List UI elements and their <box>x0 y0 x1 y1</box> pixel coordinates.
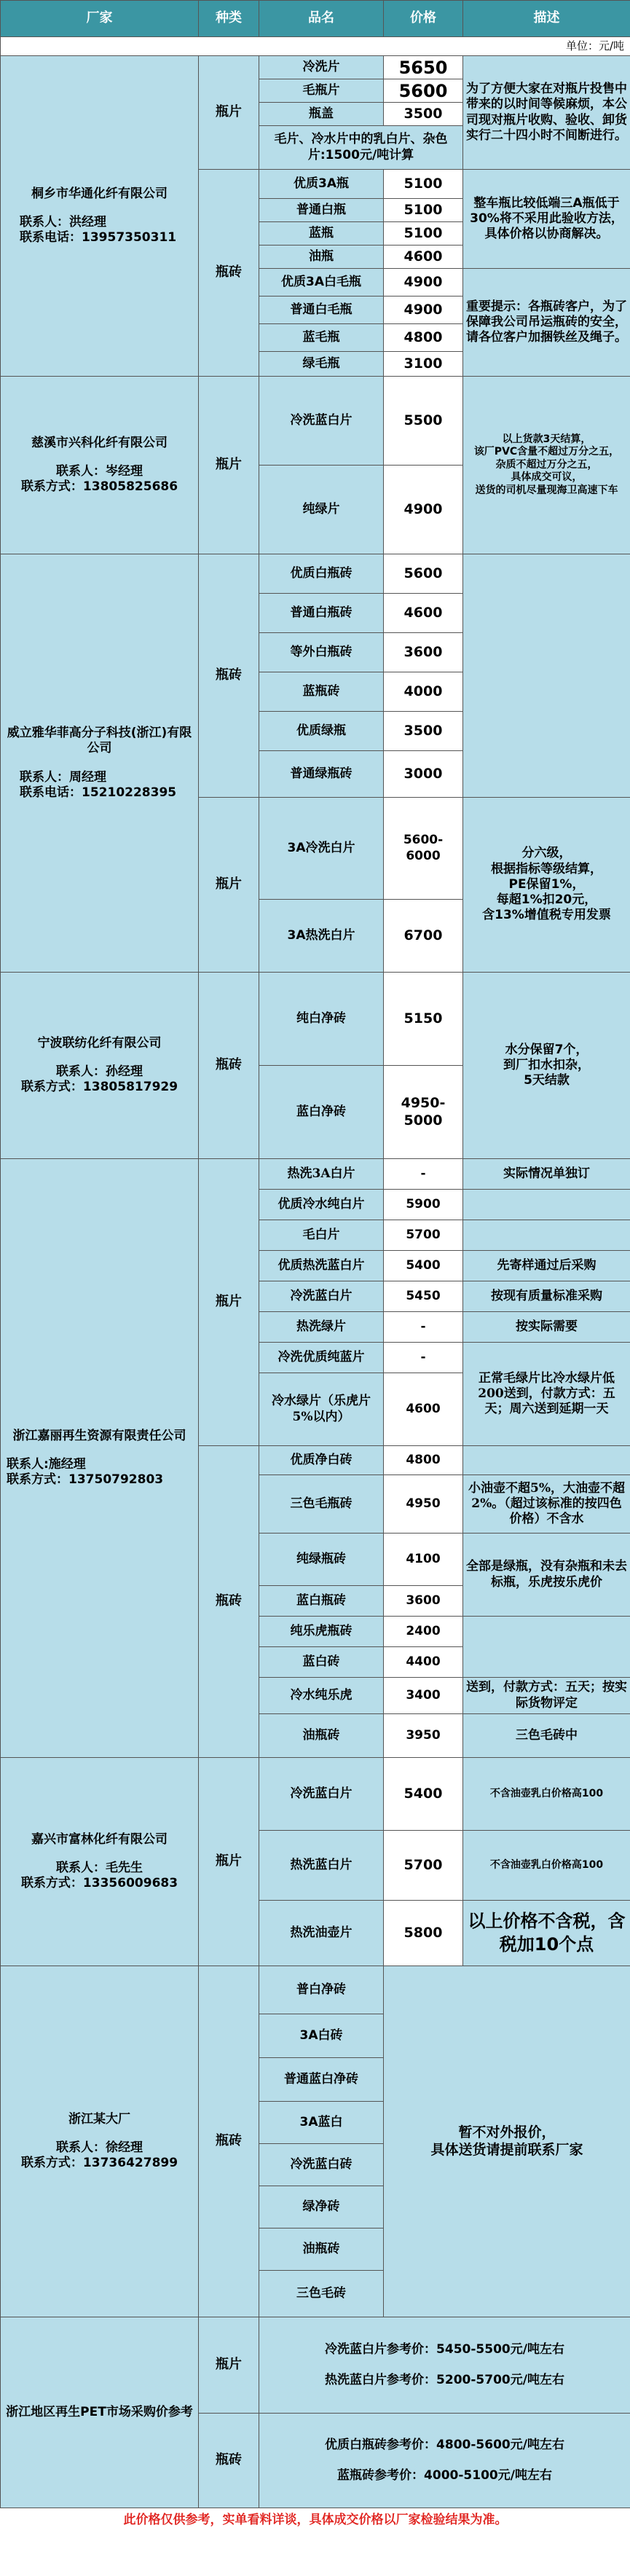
kind-label: 瓶片 <box>199 2317 259 2414</box>
kind-label: 瓶片 <box>199 1159 259 1446</box>
header-kind: 种类 <box>199 1 259 37</box>
product-name: 蓝瓶砖 <box>259 672 384 712</box>
product-price: 5600-6000 <box>384 798 463 900</box>
product-description: 以上价格不含税，含税加10个点 <box>463 1901 630 1966</box>
reference-line: 冷洗蓝白片参考价：5450-5500元/吨左右 <box>325 2342 564 2357</box>
product-description <box>463 973 630 1159</box>
header-company: 厂家 <box>1 1 199 37</box>
product-name: 毛片、冷水片中的乳白片、杂色片:1500元/吨计算 <box>259 126 463 170</box>
product-price: 4400 <box>384 1647 463 1678</box>
product-name: 优质白瓶砖 <box>259 554 384 594</box>
product-price: 3000 <box>384 751 463 798</box>
product-price: 6700 <box>384 900 463 973</box>
kind-label: 瓶片 <box>199 56 259 170</box>
product-price: 4900 <box>384 269 463 297</box>
reference-line: 优质白瓶砖参考价：4800-5600元/吨左右 <box>325 2438 564 2453</box>
desc-line: 杂质不超过万分之五， <box>495 458 598 471</box>
company-veolia <box>1 554 199 973</box>
desc-line: 以上货款3天结算， <box>502 433 591 445</box>
header-description: 描述 <box>463 1 630 37</box>
product-name: 蓝白净砖 <box>259 1066 384 1159</box>
product-name: 纯白净砖 <box>259 973 384 1066</box>
product-description: 先寄样通过后采购 <box>463 1251 630 1281</box>
product-name: 冷水绿片（乐虎片5%以内） <box>259 1373 384 1446</box>
company-xingke <box>1 377 199 554</box>
reference-prices <box>259 2317 630 2414</box>
product-price: 3400 <box>384 1678 463 1714</box>
kind-label: 瓶砖 <box>199 1446 259 1758</box>
desc-line: 分六级， <box>521 846 572 861</box>
product-price: 3600 <box>384 1586 463 1617</box>
product-price: 5900 <box>384 1190 463 1220</box>
header-price: 价格 <box>384 1 463 37</box>
kind-label: 瓶砖 <box>199 170 259 377</box>
product-description <box>463 1220 630 1251</box>
desc-line: 水分保留7个， <box>505 1042 588 1057</box>
product-description: 按现有质量标准采购 <box>463 1281 630 1312</box>
product-price: 5650 <box>384 56 463 79</box>
contact-person: 联系人：孙经理 <box>56 1064 143 1079</box>
product-price: 3100 <box>384 352 463 377</box>
product-price: 3950 <box>384 1714 463 1758</box>
product-price: 5100 <box>384 170 463 199</box>
product-name: 毛白片 <box>259 1220 384 1251</box>
product-price: 4950 <box>384 1475 463 1534</box>
product-name: 3A白砖 <box>259 2014 384 2058</box>
product-name: 三色毛瓶砖 <box>259 1475 384 1534</box>
product-description: 实际情况单独订 <box>463 1159 630 1190</box>
kind-label: 瓶砖 <box>199 973 259 1159</box>
product-description: 小油壶不超5%，大油壶不超2%。（超过该标准的按四色价格）不含水 <box>463 1475 630 1534</box>
product-name: 毛瓶片 <box>259 79 384 103</box>
product-name: 热洗油壶片 <box>259 1901 384 1966</box>
product-name: 冷洗优质纯蓝片 <box>259 1343 384 1373</box>
product-price: 5700 <box>384 1220 463 1251</box>
product-price: 5600 <box>384 554 463 594</box>
contact-person: 联系人:施经理 <box>7 1456 86 1472</box>
product-name: 蓝毛瓶 <box>259 324 384 352</box>
desc-line: 该厂PVC含量不超过万分之五， <box>473 446 620 458</box>
product-description: 不含油壶乳白价格高100 <box>463 1831 630 1901</box>
product-price: 3500 <box>384 103 463 126</box>
company-name: 浙江某大厂 <box>68 2111 130 2127</box>
company-name: 浙江嘉丽再生资源有限责任公司 <box>12 1428 186 1443</box>
product-name: 热洗绿片 <box>259 1312 384 1343</box>
desc-line: PE保留1%， <box>508 876 585 892</box>
product-description <box>463 1446 630 1475</box>
company-jiali <box>1 1159 199 1758</box>
company-name: 慈溪市兴科化纤有限公司 <box>31 435 168 450</box>
product-name: 3A冷洗白片 <box>259 798 384 900</box>
contact-person: 联系人：岑经理 <box>56 463 143 479</box>
product-price: 5150 <box>384 973 463 1066</box>
contact-phone: 联系方式：13356009683 <box>20 1876 178 1891</box>
product-description: 重要提示：各瓶砖客户，为了保障我公司吊运瓶砖的安全，请各位客户加捆铁丝及绳子。 <box>463 269 630 377</box>
product-description: 不含油壶乳白价格高100 <box>463 1758 630 1831</box>
product-price: - <box>384 1343 463 1373</box>
product-name: 瓶盖 <box>259 103 384 126</box>
product-description: 全部是绿瓶，没有杂瓶和未去标瓶，乐虎按乐虎价 <box>463 1534 630 1617</box>
contact-phone: 联系方式：13805817929 <box>20 1080 178 1095</box>
product-name: 优质冷水纯白片 <box>259 1190 384 1220</box>
header-product: 品名 <box>259 1 384 37</box>
product-description <box>463 798 630 973</box>
product-name: 热洗蓝白片 <box>259 1831 384 1901</box>
contact-person: 联系人：洪经理 <box>20 214 106 229</box>
product-description: 按实际需要 <box>463 1312 630 1343</box>
company-huatong <box>1 56 199 377</box>
product-price: 5450 <box>384 1281 463 1312</box>
product-name: 蓝瓶 <box>259 222 384 246</box>
product-price: 4800 <box>384 324 463 352</box>
product-name: 冷洗蓝白片 <box>259 377 384 466</box>
product-name: 纯乐虎瓶砖 <box>259 1617 384 1647</box>
product-name: 冷洗蓝白片 <box>259 1281 384 1312</box>
product-name: 冷洗蓝白砖 <box>259 2144 384 2186</box>
product-price: 5100 <box>384 199 463 222</box>
product-name: 等外白瓶砖 <box>259 633 384 672</box>
kind-label: 瓶砖 <box>199 2414 259 2508</box>
contact-person: 联系人：毛先生 <box>56 1860 143 1875</box>
kind-label: 瓶片 <box>199 377 259 554</box>
product-name: 冷水纯乐虎 <box>259 1678 384 1714</box>
product-name: 绿毛瓶 <box>259 352 384 377</box>
product-price: 4900 <box>384 466 463 554</box>
product-description: 正常毛绿片比冷水绿片低200送到，付款方式：五天；周六送到延期一天 <box>463 1343 630 1446</box>
disclaimer-footer: 此价格仅供参考，实单看料详谈，具体成交价格以厂家检验结果为准。 <box>1 2508 630 2534</box>
product-name: 优质净白砖 <box>259 1446 384 1475</box>
unit-label: 单位：元/吨 <box>1 37 630 56</box>
contact-phone: 联系方式：13750792803 <box>7 1472 164 1488</box>
desc-line: 含13%增值税专用发票 <box>482 908 611 923</box>
desc-line: 暂不对外报价， <box>458 2124 556 2140</box>
product-name: 普白净砖 <box>259 1966 384 2014</box>
product-description: 三色毛砖中 <box>463 1714 630 1758</box>
product-name: 普通白瓶 <box>259 199 384 222</box>
product-price: 3600 <box>384 633 463 672</box>
kind-label: 瓶片 <box>199 798 259 973</box>
desc-line: 送货的司机尽量现海卫高速下车 <box>475 484 618 496</box>
product-price: 5400 <box>384 1251 463 1281</box>
company-name: 桐乡市华通化纤有限公司 <box>31 186 168 201</box>
product-name: 优质绿瓶 <box>259 712 384 751</box>
product-description <box>463 377 630 554</box>
contact-phone: 联系方式：13736427899 <box>20 2156 178 2171</box>
product-price: 5600 <box>384 79 463 103</box>
product-price: 4900 <box>384 297 463 324</box>
company-fulin <box>1 1758 199 1966</box>
reference-prices <box>259 2414 630 2508</box>
product-name: 蓝白砖 <box>259 1647 384 1678</box>
product-price: - <box>384 1312 463 1343</box>
product-name: 热洗3A白片 <box>259 1159 384 1190</box>
product-name: 普通白毛瓶 <box>259 297 384 324</box>
product-name: 3A蓝白 <box>259 2102 384 2144</box>
product-name: 油瓶砖 <box>259 2229 384 2271</box>
product-name: 优质3A白毛瓶 <box>259 269 384 297</box>
company-name: 嘉兴市富林化纤有限公司 <box>31 1831 168 1847</box>
desc-line: 到厂扣水扣杂， <box>503 1057 590 1072</box>
product-price: 5100 <box>384 222 463 246</box>
company-market-reference <box>1 2317 199 2508</box>
product-price: 4600 <box>384 246 463 269</box>
contact-phone: 联系方式：13805825686 <box>20 479 178 495</box>
product-price: - <box>384 1159 463 1190</box>
product-name: 油瓶砖 <box>259 1714 384 1758</box>
desc-line: 根据指标等级结算， <box>491 861 602 876</box>
desc-line: 每超1%扣20元， <box>496 892 597 908</box>
product-name: 普通绿瓶砖 <box>259 751 384 798</box>
desc-line: 具体送货请提前联系厂家 <box>430 2141 583 2158</box>
product-description <box>384 1966 630 2317</box>
product-description: 为了方便大家在对瓶片投售中带来的以时间等候麻烦，本公司现对瓶片收购、验收、卸货实行二十四小时不间断进行。 <box>463 56 630 170</box>
company-name: 威立雅华菲高分子科技(浙江)有限公司 <box>7 726 192 756</box>
product-description <box>463 1617 630 1678</box>
product-price: 5800 <box>384 1901 463 1966</box>
product-name: 三色毛砖 <box>259 2271 384 2317</box>
product-price: 2400 <box>384 1617 463 1647</box>
product-name: 冷洗蓝白片 <box>259 1758 384 1831</box>
kind-label: 瓶片 <box>199 1758 259 1966</box>
product-name: 绿净砖 <box>259 2186 384 2229</box>
product-description: 整车瓶比较低端三A瓶低于30%将不采用此验收方法，具体价格以协商解决。 <box>463 170 630 269</box>
product-price: 4000 <box>384 672 463 712</box>
contact-person: 联系人：周经理 <box>20 769 106 785</box>
company-zhejiang-plant <box>1 1966 199 2317</box>
product-name: 纯绿瓶砖 <box>259 1534 384 1586</box>
product-name: 蓝白瓶砖 <box>259 1586 384 1617</box>
product-name: 纯绿片 <box>259 466 384 554</box>
kind-label: 瓶砖 <box>199 554 259 798</box>
product-price: 4100 <box>384 1534 463 1586</box>
kind-label: 瓶砖 <box>199 1966 259 2317</box>
product-price: 4600 <box>384 1373 463 1446</box>
product-description <box>463 1190 630 1220</box>
product-price: 5400 <box>384 1758 463 1831</box>
product-price: 4800 <box>384 1446 463 1475</box>
contact-person: 联系人：徐经理 <box>56 2140 143 2155</box>
desc-line: 5天结款 <box>524 1073 570 1088</box>
desc-line: 具体成交可议， <box>511 471 583 484</box>
product-name: 冷洗片 <box>259 56 384 79</box>
product-description <box>463 554 630 798</box>
product-name: 优质热洗蓝白片 <box>259 1251 384 1281</box>
contact-phone: 联系电话：15210228395 <box>20 785 177 800</box>
product-price: 4600 <box>384 594 463 633</box>
product-description: 送到，付款方式：五天；按实际货物评定 <box>463 1678 630 1714</box>
product-price: 5500 <box>384 377 463 466</box>
product-name: 优质3A瓶 <box>259 170 384 199</box>
contact-phone: 联系电话：13957350311 <box>20 230 177 246</box>
company-name: 浙江地区再生PET市场采购价参考 <box>6 2404 193 2419</box>
product-name: 普通蓝白净砖 <box>259 2058 384 2102</box>
product-price: 4950-5000 <box>384 1066 463 1159</box>
product-price: 3500 <box>384 712 463 751</box>
company-lianfang <box>1 973 199 1159</box>
product-price: 5700 <box>384 1831 463 1901</box>
product-name: 3A热洗白片 <box>259 900 384 973</box>
company-name: 宁波联纺化纤有限公司 <box>37 1035 162 1051</box>
product-name: 油瓶 <box>259 246 384 269</box>
product-name: 普通白瓶砖 <box>259 594 384 633</box>
reference-line: 蓝瓶砖参考价：4000-5100元/吨左右 <box>337 2467 552 2483</box>
reference-line: 热洗蓝白片参考价：5200-5700元/吨左右 <box>325 2372 564 2387</box>
